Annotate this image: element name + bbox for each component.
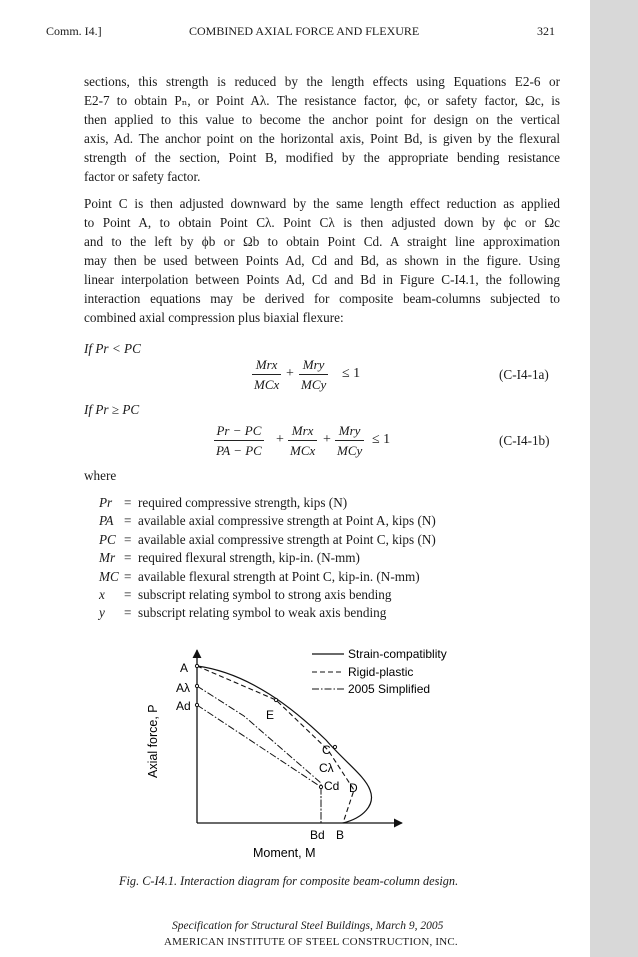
text-line: may then be used between Points Ad, Cd and Bd, as shown in the figure. Using [84,253,560,268]
plus-sign: + [286,366,294,381]
page-number: 321 [537,24,555,38]
text-line: factor or safety factor. [84,169,201,184]
label-a-lambda: Aλ [176,681,191,695]
definition-row: y = subscript relating symbol to weak axis bending [99,605,387,621]
figure-caption: Fig. C-I4.1. Interaction diagram for composite beam-column design. [119,874,459,888]
condition-2: If Pr ≥ PC [84,402,140,417]
fraction-mry-mcy-2: Mry MCy [337,423,363,458]
leq-one: ≤ 1 [342,366,361,381]
simplified-2005-curve [197,686,321,823]
text-line: then applied to this value to become the anchor point for design on the vertical [84,112,560,127]
y-axis-label: Axial force, P [146,704,160,778]
text-line: linear interpolation between Points Ad, Cd and Bd in Figure C-I4.1, the following [84,272,560,287]
leq-one: ≤ 1 [372,432,391,447]
running-head-left: Comm. I4.] [46,24,102,38]
legend-rigid-plastic: Rigid-plastic [348,665,414,679]
definition-row: PC = available axial compressive strength at Point C, kips (N) [99,531,436,547]
point-e-marker [274,698,277,701]
fraction-pr-pc: $\frac{Pr - PC}{PA - PC}$ [216,423,262,458]
definition-row: Mr = required flexural strength, kip-in. (N-mm) [99,550,360,566]
definition-row: Pr = required compressive strength, kips (N) [99,495,348,510]
point-c-d-marker [319,785,322,788]
condition-1: If Pr < PC [84,341,141,356]
plus-sign: + [323,432,331,447]
equation-number-1b: (C-I4-1b) [499,433,550,448]
simplified-design-line [197,705,321,787]
interaction-diagram [140,640,480,865]
definitions-list [99,494,436,623]
point-a-d-marker [195,703,198,706]
text-line: to Point A, to obtain Point Cλ. Point Cλ is then adjusted down by ϕc or Ωc [84,215,560,230]
paragraph-2 [84,194,560,327]
fraction-mrx-mcx: Mrx MCx [254,357,280,392]
label-b-d: Bd [310,828,325,842]
point-a-lambda-marker [195,684,198,687]
label-b: B [336,828,345,842]
footer-publisher: AMERICAN INSTITUTE OF STEEL CONSTRUCTION, INC. [164,936,458,948]
where-label: where [84,468,117,483]
text-line: strength of the section, Point B, modified by the appropriate bending resistance [84,150,560,165]
label-e: E [266,708,275,722]
text-line: and to the left by ϕb or Ωb to obtain Point Cd. A straight line approximation [84,234,560,249]
label-c-d: Cd [324,779,340,793]
page-gutter [590,0,638,957]
text-line: sections, this strength is reduced by the length effects using Equations E2-6 or [84,74,560,89]
text-line: Point C is then adjusted downward by the same length effect reduction as applied [84,196,560,211]
text-line: interaction equations may be derived for composite beam-columns subjected to [84,291,560,306]
definition-row: MC = available flexural strength at Point C, kip-in. (N-mm) [99,568,420,584]
fraction-mry-mcy: Mry MCy [301,357,327,392]
strain-compatibility-curve [197,666,371,823]
definition-row: x = subscript relating symbol to strong axis bending [99,586,392,602]
x-axis-label: Moment, M [253,846,316,860]
definition-row: PA = available axial compressive strength at Point A, kips (N) [99,513,436,529]
text-line: axis, Ad. The anchor point on the horizontal axis, Point Bd, is given by the flexural [84,131,560,146]
equation-number-1a: (C-I4-1a) [499,367,549,382]
fraction-mrx-mcx-2: Mrx MCx [290,423,316,458]
point-c-marker [333,745,336,748]
point-a-marker [195,664,198,667]
label-a: A [180,661,189,675]
plus-sign: + [276,432,284,447]
legend-strain-compatibility: Strain-compatiblity [348,647,447,661]
text-line: E2-7 to obtain Pₙ, or Point Aλ. The resistance factor, ϕc, or safety factor, Ωc, is [84,93,560,108]
label-d: D [349,781,358,795]
label-a-d: Ad [176,699,191,713]
text-line: combined axial compression plus biaxial flexure: [84,310,344,325]
running-head-title: COMBINED AXIAL FORCE AND FLEXURE [189,24,420,38]
footer-spec-title: Specification for Structural Steel Buildings, March 9, 2005 [172,920,444,932]
paragraph-1 [84,72,560,186]
label-c: C [322,743,331,757]
label-c-lambda: Cλ [319,761,334,775]
legend-simplified-2005: 2005 Simplified [348,682,431,696]
